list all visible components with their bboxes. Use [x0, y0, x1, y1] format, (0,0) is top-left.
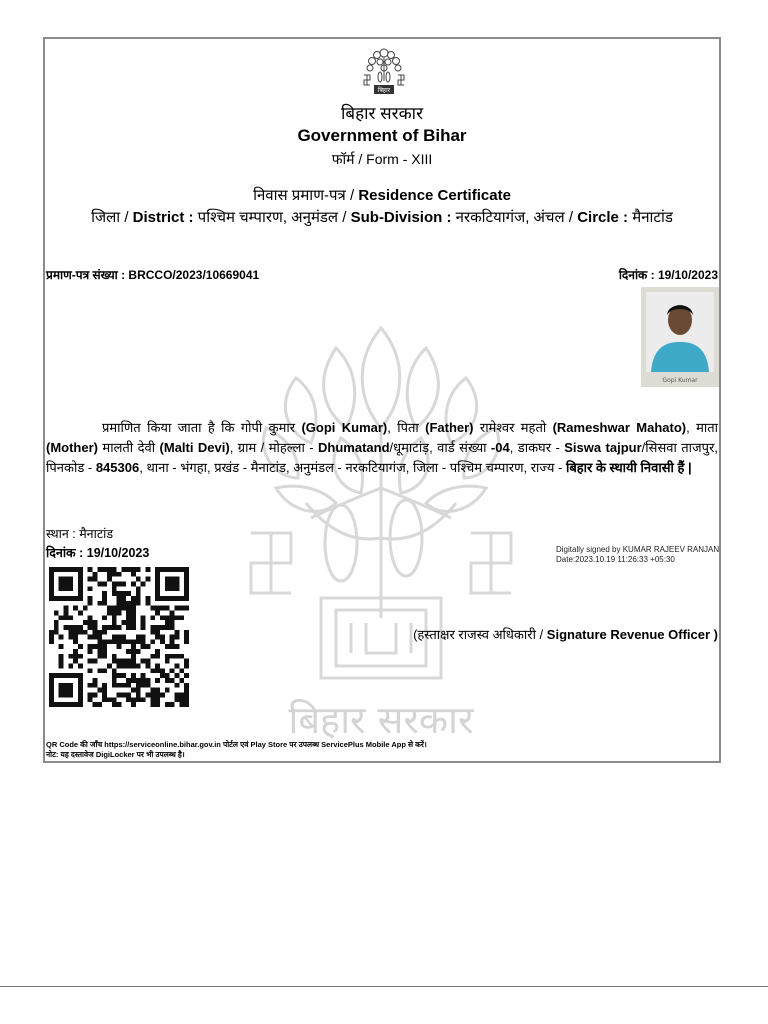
digital-signature-date: Date:2023.10.19 11:26:33 +05:30: [556, 555, 675, 564]
certificate-title: [45, 185, 719, 205]
certificate-body: प्रमाणित किया जाता है कि गोपी कुमार (Gopi Kumar), पिता (Father) रामेश्वर महतो (Rameshwar Mahato), माता (Mother) मालती देवी (Malti Devi), ग्राम / मोहल्ला - Dhumatand/धूमाटांड़, वार्ड संख्या -04, डाकघर - Siswa tajpur/सिसवा ताजपुर, पिनकोड - 845306, थाना - भंगहा, प्रखंड - मैनाटांड, अनुमंडल - नरकटियागंज, जिला - पश्चिम चम्पारण, राज्य - बिहार के स्थायी निवासी हैं |: [46, 420, 718, 475]
photo-image: [641, 287, 719, 387]
district-label: जिला /: [91, 209, 133, 226]
page-bottom-rule: [0, 986, 768, 987]
district-line: जिला / District : पश्चिम चम्पारण, अनुमंडल / Sub-Division : नरकटियागंज, अंचल / Circle : मैनाटांड: [91, 209, 673, 226]
digital-signature-signer: Digitally signed by KUMAR RAJEEV RANJAN: [556, 545, 720, 554]
qr-verification-note: QR Code की जाँच https://serviceonline.bihar.gov.in पोर्टल एवं Play Store पर उपलब्ध ServicePlus Mobile App से करें।: [46, 740, 427, 749]
certificate-title-hi: निवास प्रमाण-पत्र /: [253, 187, 359, 204]
signature-label: (हस्ताक्षर राजस्व अधिकारी / Signature Revenue Officer ): [413, 627, 718, 642]
certificate-title-en: Residence Certificate: [358, 187, 511, 204]
qr-code[interactable]: [49, 566, 189, 708]
place: स्थान : मैनाटांड: [46, 527, 114, 541]
footer-date: दिनांक : 19/10/2023: [46, 546, 150, 560]
bihar-emblem-logo: [356, 41, 412, 97]
bihar-emblem-watermark: [236, 288, 526, 748]
applicant-photo: [641, 287, 719, 387]
issue-date: दिनांक : 19/10/2023: [618, 268, 718, 282]
title-hindi: बिहार सरकार: [340, 104, 424, 123]
watermark-text: बिहार सरकार: [288, 698, 474, 742]
emblem-label: बिहार: [377, 87, 391, 94]
digilocker-note: नोट: यह दस्तावेज DigiLocker पर भी उपलब्ध है।: [46, 750, 185, 759]
certificate-number: प्रमाण-पत्र संख्या : BRCCO/2023/10669041: [46, 268, 260, 282]
title-english: Government of Bihar: [297, 126, 467, 145]
digital-signature: [556, 545, 719, 565]
form-number: फॉर्म / Form - XIII: [331, 151, 433, 167]
photo-caption: Gopi Kumar: [662, 377, 698, 384]
